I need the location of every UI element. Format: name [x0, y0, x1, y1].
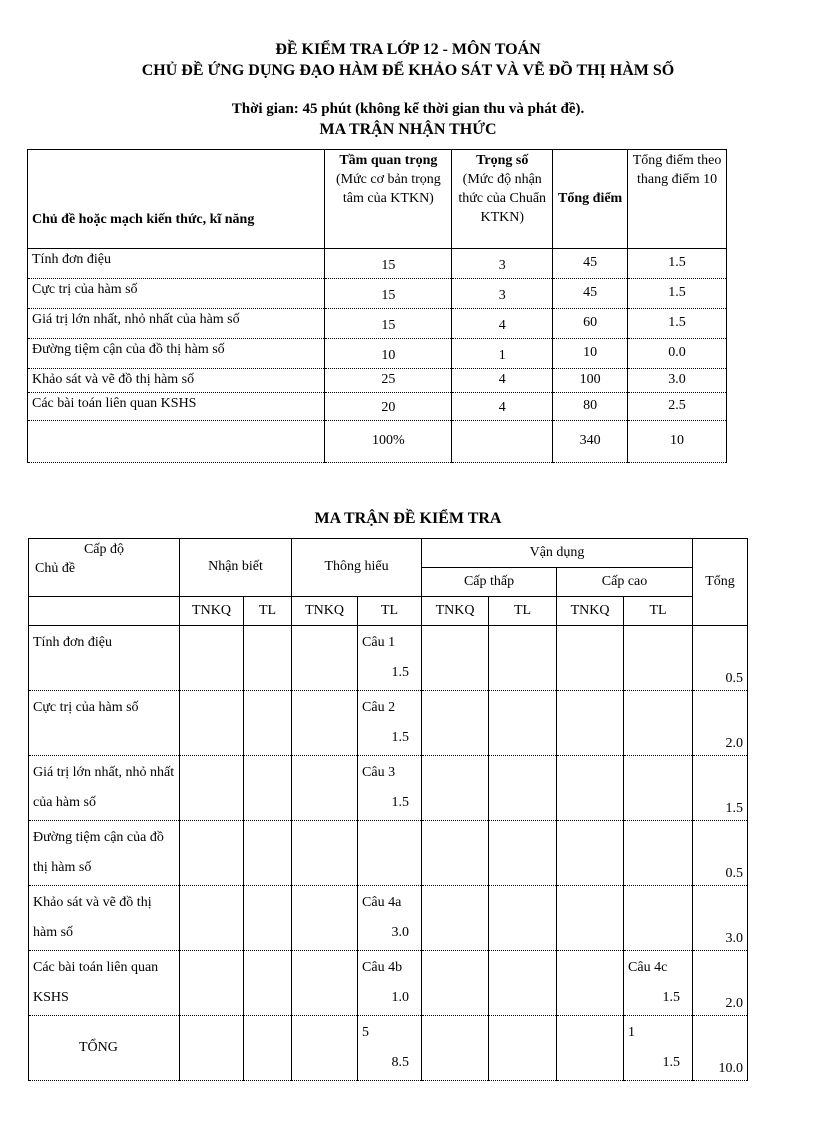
t1-header-topic: Chủ đề hoặc mạch kiến thức, kĩ năng	[28, 150, 325, 249]
t2-understand-tl	[358, 691, 422, 756]
t2-row-total: 0.5	[693, 626, 748, 691]
t1-topic: Tính đơn điệu	[28, 249, 325, 279]
t1-importance: 25	[325, 369, 452, 393]
t2-cell	[244, 1016, 292, 1081]
t1-header-importance-note: (Mức cơ bản trọng tâm của KTKN)	[335, 171, 441, 206]
t2-cell	[292, 756, 358, 821]
t1-weight: 4	[452, 369, 553, 393]
t1-weight: 1	[452, 339, 553, 369]
t2-score: 1.5	[391, 795, 410, 810]
t2-cell	[557, 821, 624, 886]
t1-score: 1.5	[628, 249, 727, 279]
t1-header-weight	[452, 150, 553, 249]
t2-cell	[292, 691, 358, 756]
t2-row-total: 1.5	[693, 756, 748, 821]
t2-score-total: 8.5	[391, 1055, 410, 1070]
t1-total-label	[28, 420, 325, 462]
t2-high-tl	[624, 886, 693, 951]
t2-question: Câu 4a	[362, 895, 402, 910]
t2-row-total: 2.0	[693, 691, 748, 756]
t1-total: 45	[553, 249, 628, 279]
t1-score: 0.0	[628, 339, 727, 369]
t2-cell	[292, 1016, 358, 1081]
t1-total: 100	[553, 369, 628, 393]
t2-cell	[489, 756, 557, 821]
t2-high-tl	[624, 756, 693, 821]
t1-total-score: 10	[628, 420, 727, 462]
t2-high-tl	[624, 821, 693, 886]
t2-understand-tl	[358, 951, 422, 1016]
t1-total-weight	[452, 420, 553, 462]
time-note: Thời gian: 45 phút (không kể thời gian thu và phát đề).	[231, 101, 585, 117]
t2-cell	[180, 886, 244, 951]
t2-cell	[244, 756, 292, 821]
t2-cell	[557, 626, 624, 691]
t1-total: 60	[553, 309, 628, 339]
t2-cell	[422, 951, 489, 1016]
t2-cell	[557, 951, 624, 1016]
t2-header-apply: Vận dụng	[422, 539, 693, 568]
t2-topic: Khảo sát và vẽ đồ thị hàm số	[29, 886, 180, 951]
t1-total: 80	[553, 392, 628, 420]
matrix2-title: MA TRẬN ĐỀ KIỂM TRA	[314, 510, 502, 527]
t2-question: Câu 4b	[362, 960, 403, 975]
t1-row	[28, 279, 727, 309]
t1-topic: Các bài toán liên quan KSHS	[28, 392, 325, 420]
t2-header-topic: Chủ đề	[35, 560, 76, 576]
t2-cell	[180, 1016, 244, 1081]
t2-cell	[180, 626, 244, 691]
t2-header-recognize: Nhận biết	[180, 539, 292, 597]
t2-header-tnkq: TNKQ	[422, 597, 489, 626]
t1-score: 2.5	[628, 392, 727, 420]
t2-cell	[489, 951, 557, 1016]
t1-header-total: Tổng điểm	[553, 150, 628, 249]
t2-cell	[489, 886, 557, 951]
t2-cell	[557, 1016, 624, 1081]
t2-row	[29, 886, 748, 951]
t2-high-tl	[624, 691, 693, 756]
t2-cell	[180, 691, 244, 756]
t2-cell	[292, 951, 358, 1016]
t2-total-row	[29, 1016, 748, 1081]
t2-cell	[422, 756, 489, 821]
t2-cell	[489, 626, 557, 691]
t1-row	[28, 392, 727, 420]
t2-row	[29, 756, 748, 821]
t2-grand-total: 10.0	[693, 1016, 748, 1081]
t2-cell	[244, 951, 292, 1016]
t2-cell	[422, 821, 489, 886]
t2-score: 1.5	[391, 665, 410, 680]
t2-row-total: 3.0	[693, 886, 748, 951]
t2-topic: Tính đơn điệu	[29, 626, 180, 691]
t1-header-weight-note: (Mức độ nhận thức của Chuẩn KTKN)	[458, 171, 547, 225]
t2-row-total: 0.5	[693, 821, 748, 886]
t2-cell	[292, 886, 358, 951]
title-line-1: ĐỀ KIỂM TRA LỚP 12 - MÔN TOÁN	[275, 41, 541, 58]
t1-row	[28, 249, 727, 279]
t2-topic: Giá trị lớn nhất, nhỏ nhất của hàm số	[29, 756, 180, 821]
t1-importance: 15	[325, 309, 452, 339]
t2-cell	[422, 691, 489, 756]
t1-total: 10	[553, 339, 628, 369]
awareness-matrix-table	[27, 149, 727, 463]
t1-topic: Khảo sát và vẽ đồ thị hàm số	[28, 369, 325, 393]
t2-row-total: 2.0	[693, 951, 748, 1016]
t2-cell	[180, 756, 244, 821]
t2-score: 1.0	[391, 990, 410, 1005]
t2-header-level: Cấp độ	[83, 542, 125, 557]
t1-topic: Cực trị của hàm số	[28, 279, 325, 309]
t2-row	[29, 951, 748, 1016]
t1-weight: 3	[452, 279, 553, 309]
t2-score: 1.5	[391, 730, 410, 745]
t1-score: 3.0	[628, 369, 727, 393]
t2-cell	[292, 821, 358, 886]
t2-score: 1.5	[662, 990, 681, 1005]
t1-topic: Giá trị lớn nhất, nhỏ nhất của hàm số	[28, 309, 325, 339]
t2-cell	[489, 821, 557, 886]
t2-topic: Cực trị của hàm số	[29, 691, 180, 756]
t2-high-tl	[624, 626, 693, 691]
t1-total: 45	[553, 279, 628, 309]
t1-importance: 10	[325, 339, 452, 369]
t2-question-count: 5	[362, 1025, 370, 1040]
t1-header-importance-title: Tầm quan trọng	[339, 153, 438, 168]
t2-cell	[244, 821, 292, 886]
t2-score: 3.0	[391, 925, 410, 940]
t2-header-low: Cấp thấp	[422, 568, 557, 597]
t2-question-count: 1	[628, 1025, 636, 1040]
t1-weight: 4	[452, 392, 553, 420]
t1-total-total: 340	[553, 420, 628, 462]
t1-importance: 15	[325, 279, 452, 309]
matrix1-title: MA TRẬN NHẬN THỨC	[319, 121, 497, 138]
test-matrix-table	[28, 538, 748, 1081]
t2-header-tl: TL	[489, 597, 557, 626]
t1-topic: Đường tiệm cận của đồ thị hàm số	[28, 339, 325, 369]
t2-understand-tl	[358, 756, 422, 821]
t2-total-label: TỔNG	[29, 1016, 180, 1081]
t2-row	[29, 691, 748, 756]
t1-weight: 4	[452, 309, 553, 339]
t1-weight: 3	[452, 249, 553, 279]
t1-score: 1.5	[628, 279, 727, 309]
t2-understand-tl-total	[358, 1016, 422, 1081]
t1-row	[28, 309, 727, 339]
t2-understand-tl	[358, 626, 422, 691]
t2-topic: Các bài toán liên quan KSHS	[29, 951, 180, 1016]
t2-header-tnkq: TNKQ	[557, 597, 624, 626]
t2-cell	[422, 626, 489, 691]
t2-row	[29, 626, 748, 691]
t1-header-score10: Tổng điểm theo thang điểm 10	[628, 150, 727, 249]
t2-understand-tl	[358, 821, 422, 886]
t2-cell	[489, 691, 557, 756]
t2-cell	[557, 691, 624, 756]
t2-header-tl: TL	[244, 597, 292, 626]
t2-cell	[422, 886, 489, 951]
t2-header-tl: TL	[358, 597, 422, 626]
t2-cell	[557, 886, 624, 951]
t2-header-tl: TL	[624, 597, 693, 626]
t2-header-tnkq: TNKQ	[180, 597, 244, 626]
t1-row	[28, 369, 727, 393]
t2-understand-tl	[358, 886, 422, 951]
t2-cell	[244, 691, 292, 756]
t2-cell	[180, 951, 244, 1016]
t2-cell	[292, 626, 358, 691]
t1-header-importance	[325, 150, 452, 249]
t2-question: Câu 3	[362, 765, 396, 780]
t2-cell	[244, 626, 292, 691]
t2-topic: Đường tiệm cận của đồ thị hàm số	[29, 821, 180, 886]
t2-header-high: Cấp cao	[557, 568, 693, 597]
t2-question: Câu 4c	[628, 960, 668, 975]
t1-header-weight-title: Trọng số	[476, 153, 529, 168]
t2-header-tnkq: TNKQ	[292, 597, 358, 626]
t2-cell	[489, 1016, 557, 1081]
t2-high-tl-total	[624, 1016, 693, 1081]
t1-total-row	[28, 420, 727, 462]
t1-importance: 20	[325, 392, 452, 420]
t1-importance: 15	[325, 249, 452, 279]
t1-row	[28, 339, 727, 369]
t2-question: Câu 1	[362, 635, 396, 650]
t2-cell	[244, 886, 292, 951]
t1-total-importance: 100%	[325, 420, 452, 462]
t2-row	[29, 821, 748, 886]
t2-question: Câu 2	[362, 700, 396, 715]
t1-score: 1.5	[628, 309, 727, 339]
t2-header-understand: Thông hiểu	[292, 539, 422, 597]
t2-cell	[180, 821, 244, 886]
t2-corner-header	[29, 539, 180, 597]
t2-header-total: Tổng	[693, 539, 748, 626]
t2-cell	[422, 1016, 489, 1081]
t2-high-tl	[624, 951, 693, 1016]
t2-score-total: 1.5	[662, 1055, 681, 1070]
t2-header-empty	[29, 597, 180, 626]
t2-cell	[557, 756, 624, 821]
title-line-2: CHỦ ĐỀ ỨNG DỤNG ĐẠO HÀM ĐỂ KHẢO SÁT VÀ VẼ ĐỒ THỊ HÀM SỐ	[141, 62, 675, 79]
